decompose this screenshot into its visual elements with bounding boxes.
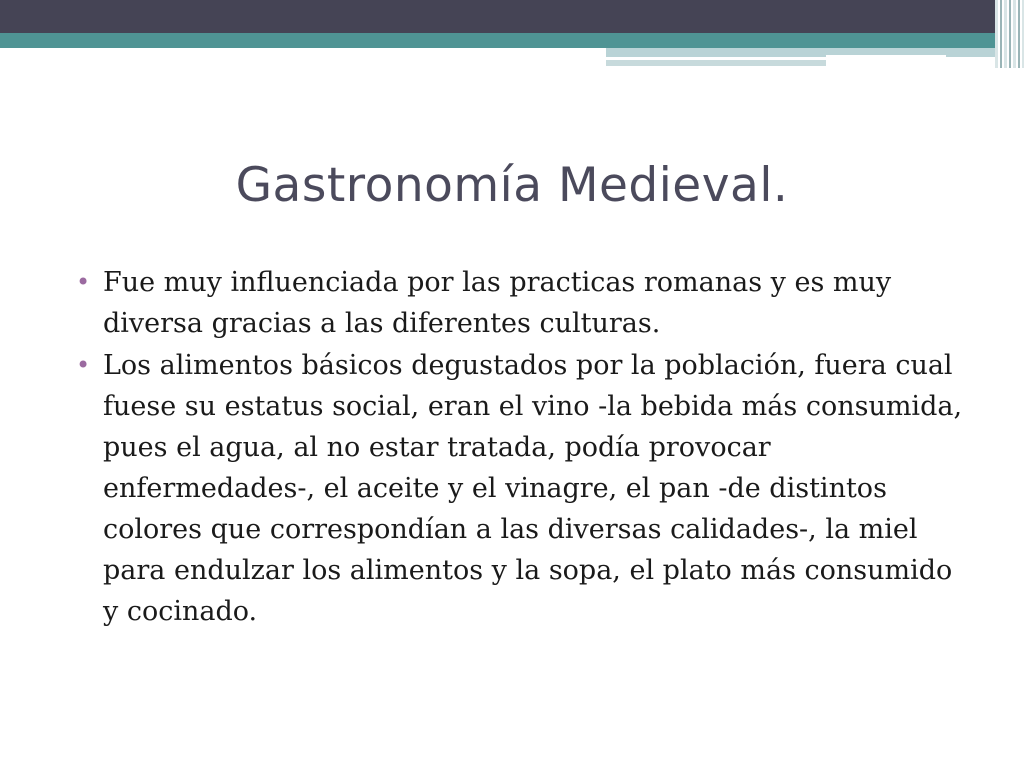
bullet-icon: • — [76, 351, 91, 379]
header-band-teal — [0, 33, 995, 48]
bullet-item — [74, 345, 974, 632]
header-edge-stripes — [995, 0, 1024, 68]
bullet-icon: • — [76, 268, 91, 296]
header-divider-line — [826, 55, 946, 57]
header-band-light-thin — [606, 60, 826, 66]
bullet-text: Fue muy influenciada por las practicas romanas y es muy diversa gracias a las diferentes culturas. — [103, 267, 892, 339]
header-band-dark — [0, 0, 995, 33]
bullet-list — [74, 262, 974, 633]
slide-title: Gastronomía Medieval. — [235, 158, 789, 213]
bullet-item — [74, 262, 974, 344]
bullet-text: Los alimentos básicos degustados por la población, fuera cual fuese su estatus social, eran el vino -la bebida más consumida, pues el agua, al no estar tratada, podía provocar enfermedades-, el aceite y el vinagre, el pan -de distintos colores que correspondían a las diversas calidades-, la miel para endulzar los alimentos y la sopa, el plato más consumido y cocinado. — [103, 350, 963, 627]
